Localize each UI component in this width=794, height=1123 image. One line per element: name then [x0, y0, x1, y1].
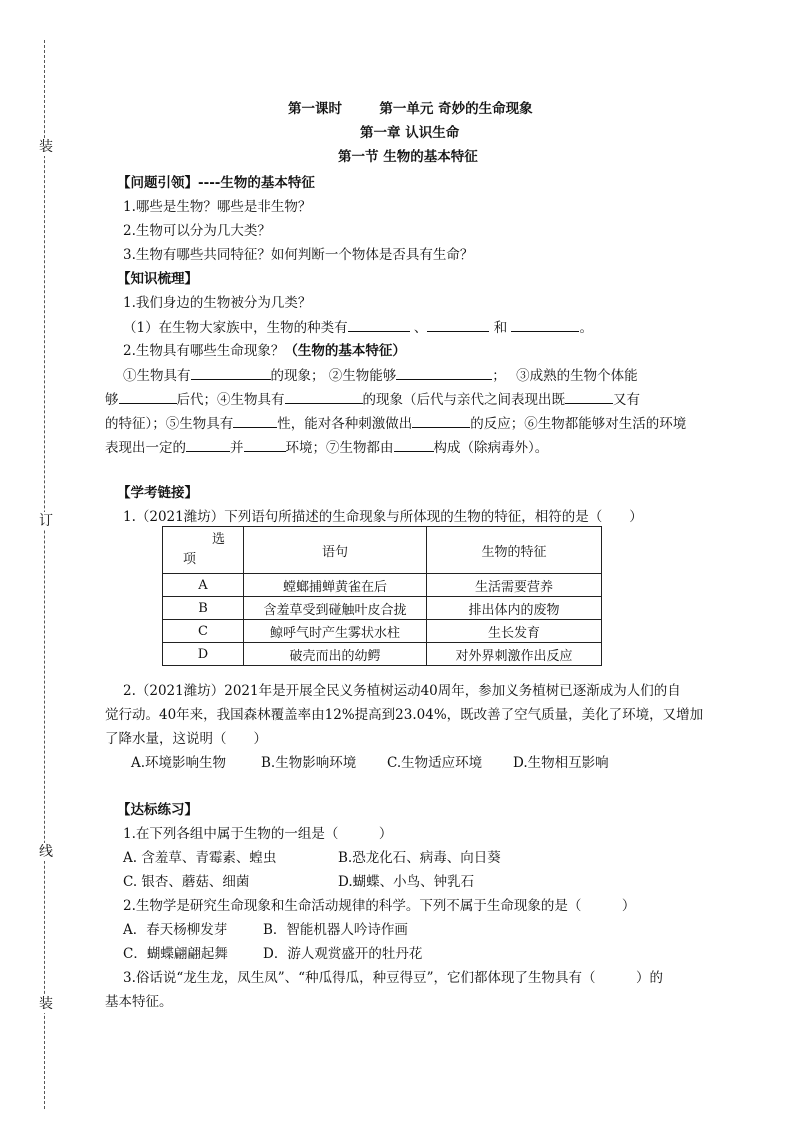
table-header-sentence: 语句	[244, 527, 427, 574]
exam-question-1-table	[162, 526, 602, 666]
guide-question-3: 3.生物有哪些共同特征？如何判断一个物体是否具有生命？	[123, 247, 474, 263]
exam-question-2-option-c[interactable]: C.生物适应环境	[387, 755, 483, 771]
practice-question-1-option-c[interactable]: C. 银杏、蘑菇、细菌	[123, 874, 250, 890]
chapter-title: 第一章 认识生命	[360, 125, 460, 141]
blank-6[interactable]	[119, 390, 177, 404]
exam-question-2-option-b[interactable]: B.生物影响环境	[261, 755, 357, 771]
table-header-option: 选 项	[163, 527, 244, 574]
table-cell-sentence: 螳螂捕蝉黄雀在后	[244, 574, 427, 597]
blank-10[interactable]	[412, 414, 470, 428]
knowledge-row-2: 够 后代；④生物具有 的现象（后代与亲代之间表现出既 又有	[105, 392, 640, 408]
table-row	[163, 643, 602, 666]
knowledge-question-1: 1.我们身边的生物被分为几类？	[123, 295, 312, 311]
exam-heading: 【学考链接】	[117, 485, 198, 501]
table-cell-feature: 排出体内的废物	[427, 597, 602, 620]
blank-11[interactable]	[186, 438, 230, 452]
binding-char-ding: 订	[39, 513, 53, 529]
guide-question-2: 2.生物可以分为几大类？	[123, 223, 271, 239]
blank-4[interactable]	[191, 366, 271, 380]
table-cell-sentence: 含羞草受到碰触叶皮合拢	[244, 597, 427, 620]
knowledge-question-2: 2.生物具有哪些生命现象？（生物的基本特征）	[123, 343, 406, 359]
practice-question-1: 1.在下列各组中属于生物的一组是（ ）	[123, 826, 393, 842]
practice-question-1-option-b[interactable]: B.恐龙化石、病毒、向日葵	[338, 850, 501, 866]
table-row	[163, 574, 602, 597]
table-cell-option: D	[163, 643, 244, 666]
binding-char-xian: 线	[39, 844, 53, 860]
table-cell-option: B	[163, 597, 244, 620]
knowledge-heading: 【知识梳理】	[117, 271, 198, 287]
exam-question-2-option-a[interactable]: A.环境影响生物	[131, 755, 227, 771]
exam-question-2-line-1: 2.（2021潍坊）2021年是开展全民义务植树运动40周年，参加义务植树已逐渐成为人们的自	[123, 683, 681, 699]
blank-9[interactable]	[233, 414, 277, 428]
practice-question-2-option-d[interactable]: D．游人观赏盛开的牡丹花	[263, 946, 423, 962]
blank-8[interactable]	[565, 390, 613, 404]
exam-question-1: 1.（2021潍坊）下列语句所描述的生命现象与所体现的生物的特征，相符的是（ ）	[123, 509, 643, 525]
table-header-feature: 生物的特征	[427, 527, 602, 574]
practice-question-1-option-a[interactable]: A. 含羞草、青霉素、蝗虫	[123, 850, 277, 866]
practice-question-2-option-c[interactable]: C．蝴蝶翩翩起舞	[123, 946, 228, 962]
table-row	[163, 620, 602, 643]
exam-question-2-line-3: 了降水量，这说明（ ）	[105, 731, 267, 747]
binding-char-zhuang-bottom: 装	[39, 996, 53, 1012]
table-header-row	[163, 527, 602, 574]
guide-question-1: 1.哪些是生物？哪些是非生物？	[123, 199, 312, 215]
practice-question-3-line-2: 基本特征。	[105, 994, 173, 1010]
exam-question-2-option-d[interactable]: D.生物相互影响	[513, 755, 609, 771]
blank-5[interactable]	[396, 366, 492, 380]
blank-13[interactable]	[394, 438, 434, 452]
practice-question-2-option-a[interactable]: A．春天杨柳发芽	[123, 922, 228, 938]
table-cell-sentence: 破壳而出的幼鳄	[244, 643, 427, 666]
blank-1[interactable]	[348, 318, 410, 332]
practice-question-2-option-b[interactable]: B．智能机器人吟诗作画	[263, 922, 408, 938]
practice-question-1-option-d[interactable]: D.蝴蝶、小鸟、钟乳石	[338, 874, 475, 890]
blank-7[interactable]	[285, 390, 363, 404]
table-cell-feature: 对外界刺激作出反应	[427, 643, 602, 666]
section-title: 第一节 生物的基本特征	[338, 149, 478, 165]
table-cell-sentence: 鲸呼气时产生雾状水柱	[244, 620, 427, 643]
practice-question-2: 2.生物学是研究生命现象和生命活动规律的科学。下列不属于生命现象的是（ ）	[123, 898, 636, 914]
practice-question-3-line-1: 3.俗话说“龙生龙，凤生凤”、“种瓜得瓜，种豆得豆”，它们都体现了生物具有（ ）的	[123, 970, 663, 986]
table-cell-option: A	[163, 574, 244, 597]
knowledge-row-1: ①生物具有 的现象； ②生物能够 ； ③成熟的生物个体能	[123, 368, 638, 384]
exam-question-2-line-2: 觉行动。40年来，我国森林覆盖率由12%提高到23.04%，既改善了空气质量，美化了环境，又增加	[105, 707, 704, 723]
knowledge-row-4: 表现出一定的 并 环境；⑦生物都由 构成（除病毒外）。	[105, 440, 549, 456]
knowledge-row-3: 的特征）；⑤生物具有 性，能对各种刺激做出 的反应；⑥生物都能够对生活的环境	[105, 416, 687, 432]
practice-heading: 【达标练习】	[117, 802, 198, 818]
table-cell-feature: 生活需要营养	[427, 574, 602, 597]
lesson-title	[288, 100, 533, 118]
lesson-label: 第一课时	[288, 101, 342, 117]
table-cell-option: C	[163, 620, 244, 643]
blank-2[interactable]	[427, 318, 489, 332]
binding-dashed-line	[44, 40, 45, 1109]
blank-12[interactable]	[244, 438, 286, 452]
blank-3[interactable]	[511, 318, 579, 332]
binding-char-zhuang-top: 装	[39, 139, 53, 155]
unit-title: 第一单元 奇妙的生命现象	[379, 101, 533, 117]
table-row	[163, 597, 602, 620]
guide-heading: 【问题引领】----生物的基本特征	[117, 175, 315, 191]
knowledge-question-1a: （1）在生物大家族中，生物的种类有 、 和 。	[123, 320, 593, 336]
table-cell-feature: 生长发育	[427, 620, 602, 643]
